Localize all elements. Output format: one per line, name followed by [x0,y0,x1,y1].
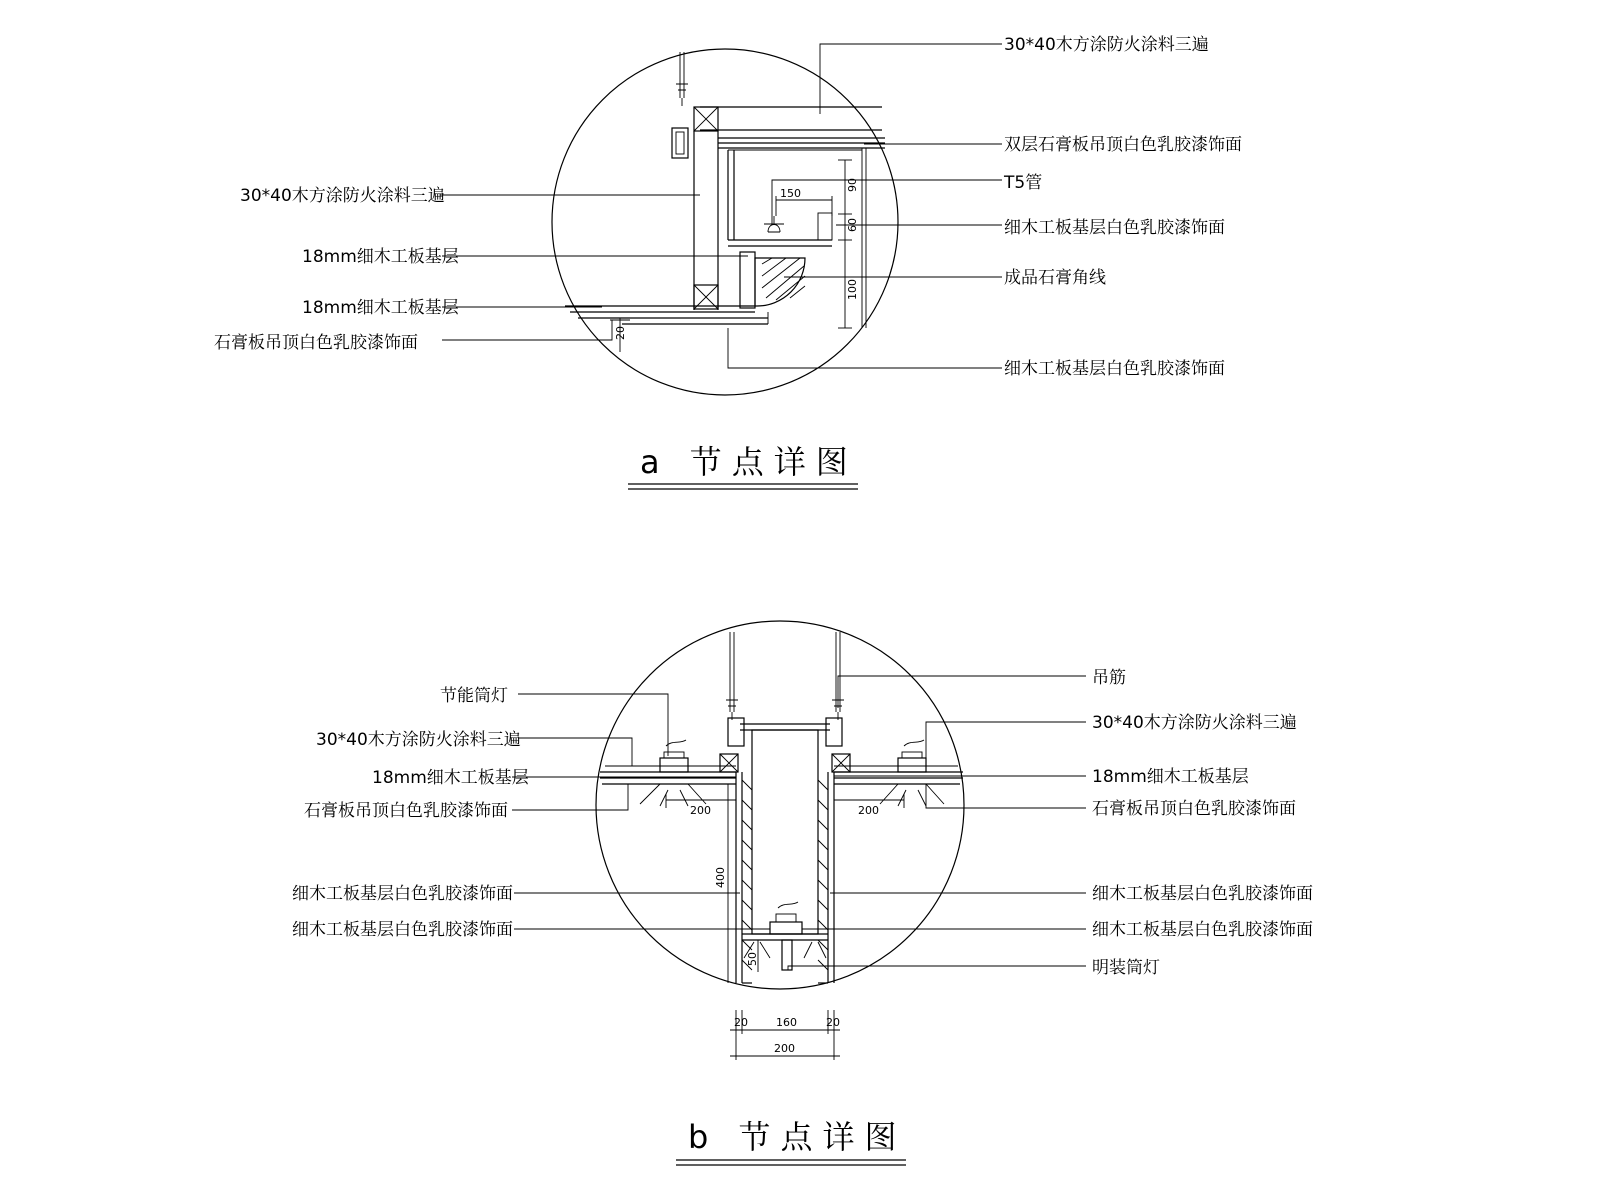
detail-a-light-trough [728,213,832,246]
detail-a-title: a 节点详图 [640,443,858,481]
label-a-plywood-finish-1: 细木工板基层白色乳胶漆饰面 [1004,218,1225,238]
detail-b-downlight-left [640,740,706,806]
label-b-hanger-rod: 吊筋 [1092,668,1126,688]
detail-b-downlight-right [880,740,944,806]
label-a-timber-top: 30*40木方涂防火涂料三遍 [1004,35,1209,55]
label-a-timber-left: 30*40木方涂防火涂料三遍 [240,186,445,206]
detail-b-central-box [728,718,842,934]
detail-a-dimensions [614,160,859,340]
dim-100: 100 [846,279,859,300]
label-b-gypsum-right: 石膏板吊顶白色乳胶漆饰面 [1092,799,1296,819]
dim-b-20-left: 20 [734,1016,748,1029]
detail-a-bottom-layers [565,306,768,352]
dim-b-400: 400 [714,867,727,888]
detail-b-side-walls [736,772,834,983]
dim-b-200-left: 200 [690,804,711,817]
detail-b-ceiling-layers [600,766,963,784]
detail-b-hangers [726,632,844,720]
detail-a-gypsum-cornice [740,252,805,308]
label-b-plywood-finish-left-2: 细木工板基层白色乳胶漆饰面 [292,920,513,940]
detail-a [214,35,1242,489]
dim-150: 150 [780,187,801,200]
label-b-plywood-finish-right-1: 细木工板基层白色乳胶漆饰面 [1092,884,1313,904]
label-b-timber-right: 30*40木方涂防火涂料三遍 [1092,713,1297,733]
label-b-plywood-finish-left-1: 细木工板基层白色乳胶漆饰面 [292,884,513,904]
label-b-energy-downlight: 节能筒灯 [440,686,508,706]
label-a-plywood-18-1: 18mm细木工板基层 [302,247,459,267]
dim-b-50: 50 [746,952,759,966]
detail-a-vertical-board [694,131,862,310]
label-b-surface-downlight: 明装筒灯 [1092,958,1160,978]
label-b-plywood-18-left: 18mm细木工板基层 [372,768,529,788]
detail-a-leaders-right [728,44,1002,368]
detail-b [292,621,1313,1165]
label-a-t5-tube: T5管 [1004,173,1043,193]
label-a-double-gypsum: 双层石膏板吊顶白色乳胶漆饰面 [1004,135,1242,155]
dim-b-160: 160 [776,1016,797,1029]
label-a-plywood-finish-2: 细木工板基层白色乳胶漆饰面 [1004,359,1225,379]
detail-b-timber-blocks [720,754,850,772]
label-b-timber-left: 30*40木方涂防火涂料三遍 [316,730,521,750]
label-a-gypsum-ceiling: 石膏板吊顶白色乳胶漆饰面 [214,333,418,353]
dim-20: 20 [614,326,627,340]
label-a-gypsum-cornice: 成品石膏角线 [1004,268,1106,288]
label-b-plywood-finish-right-2: 细木工板基层白色乳胶漆饰面 [1092,920,1313,940]
detail-a-hanger [676,52,688,106]
dim-60: 60 [846,218,859,232]
label-a-plywood-18-2: 18mm细木工板基层 [302,298,459,318]
dim-b-20-right: 20 [826,1016,840,1029]
detail-b-leaders-right [788,676,1086,970]
dim-b-200-right: 200 [858,804,879,817]
detail-a-timber-top [672,107,718,158]
label-b-gypsum-left: 石膏板吊顶白色乳胶漆饰面 [304,801,508,821]
detail-b-leaders-left [512,694,770,929]
dim-90: 90 [846,178,859,192]
label-b-plywood-18-right: 18mm细木工板基层 [1092,767,1249,787]
dim-b-200-total: 200 [774,1042,795,1055]
detail-b-title: b 节点详图 [688,1118,907,1156]
